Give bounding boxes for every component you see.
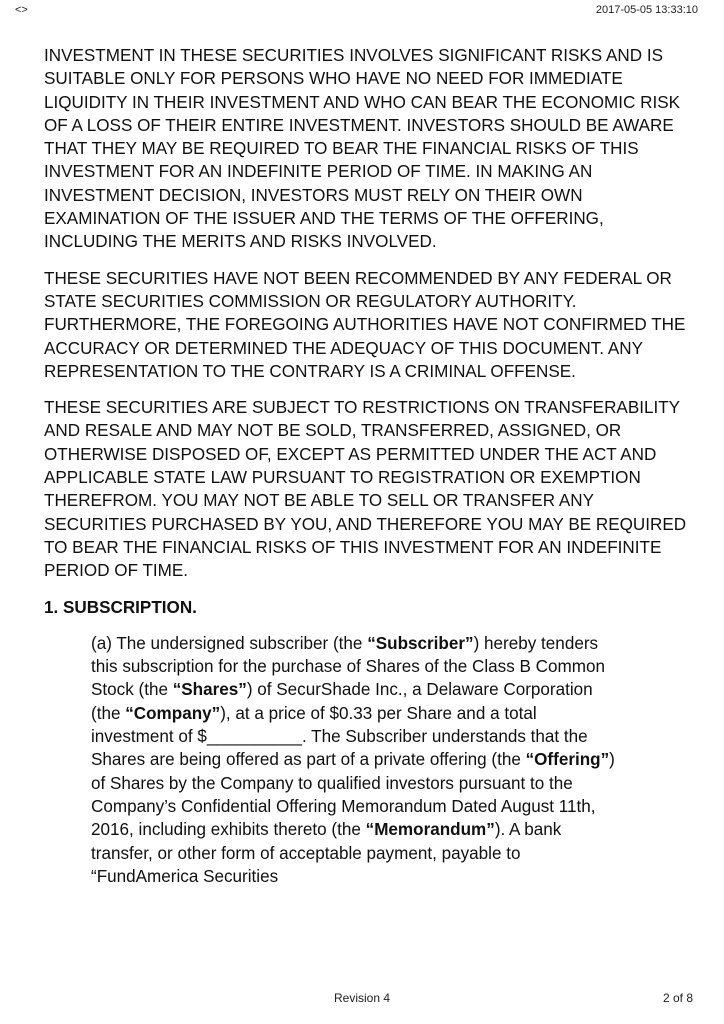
document-body: [44, 44, 694, 901]
defined-term-shares: “Shares”: [172, 680, 247, 700]
subscription-clause-a: [44, 632, 624, 888]
risk-disclosure-paragraph: INVESTMENT IN THESE SECURITIES INVOLVES SIGNIFICANT RISKS AND IS SUITABLE ONLY FOR PERSONS WHO HAVE NO NEED FOR IMMEDIATE LIQUIDITY IN THEIR INVESTMENT AND WHO CAN BEAR THE ECONOMIC RISK OF A LOSS OF THEIR ENTIRE INVESTMENT. INVESTORS SHOULD BE AWARE THAT THEY MAY BE REQUIRED TO BEAR THE FINANCIAL RISKS OF THIS INVESTMENT FOR AN INDEFINITE PERIOD OF TIME. IN MAKING AN INVESTMENT DECISION, INVESTORS MUST RELY ON THEIR OWN EXAMINATION OF THE ISSUER AND THE TERMS OF THE OFFERING, INCLUDING THE MERITS AND RISKS INVOLVED.: [44, 46, 681, 252]
clause-text: (a) The undersigned subscriber (the: [91, 633, 368, 653]
footer-revision: Revision 4: [333, 991, 391, 1005]
defined-term-subscriber: “Subscriber”: [367, 633, 474, 653]
transfer-restriction-paragraph: THESE SECURITIES ARE SUBJECT TO RESTRICTIONS ON TRANSFERABILITY AND RESALE AND MAY NOT BE SOLD, TRANSFERRED, ASSIGNED, OR OTHERWISE DISPOSED OF, EXCEPT AS PERMITTED UNDER THE ACT AND APPLICABLE STATE LAW PURSUANT TO REGISTRATION OR EXEMPTION THEREFROM. YOU MAY NOT BE ABLE TO SELL OR TRANSFER ANY SECURITIES PURCHASED BY YOU, AND THEREFORE YOU MAY BE REQUIRED TO BEAR THE FINANCIAL RISKS OF THIS INVESTMENT FOR AN INDEFINITE PERIOD OF TIME.: [44, 398, 687, 581]
clause-text: ), at a price of $0.33 per Share and a total investment of $__________. The Subscriber understands that the Shares are being offered as part of a private offering (the: [91, 703, 588, 770]
section-heading: 1. SUBSCRIPTION.: [44, 597, 197, 617]
clause-text: ) of Shares by the Company to qualified investors pursuant to the Company’s Confidential Offering Memorandum Dated August 11th, 2016, including exhibits thereto (the: [91, 750, 615, 840]
header-left-marker: <>: [15, 4, 28, 16]
clause-text: ) hereby tenders this subscription for the purchase of Shares of the Class B Common Stock (the: [91, 633, 606, 700]
clause-text: ) of SecurShade Inc., a Delaware Corporation (the: [91, 680, 593, 723]
defined-term-memorandum: “Memorandum”: [365, 820, 495, 840]
defined-term-offering: “Offering”: [525, 750, 610, 770]
regulatory-disclosure-paragraph: THESE SECURITIES HAVE NOT BEEN RECOMMENDED BY ANY FEDERAL OR STATE SECURITIES COMMISSION OR REGULATORY AUTHORITY. FURTHERMORE, THE FOREGOING AUTHORITIES HAVE NOT CONFIRMED THE ACCURACY OR DETERMINED THE ADEQUACY OF THIS DOCUMENT. ANY REPRESENTATION TO THE CONTRARY IS A CRIMINAL OFFENSE.: [44, 268, 686, 381]
defined-term-company: “Company”: [125, 703, 221, 723]
clause-text: ). A bank transfer, or other form of acceptable payment, payable to “FundAmerica Securities: [91, 820, 562, 886]
header-timestamp: 2017-05-05 13:33:10: [595, 4, 698, 16]
footer-page-number: 2 of 8: [662, 991, 693, 1005]
